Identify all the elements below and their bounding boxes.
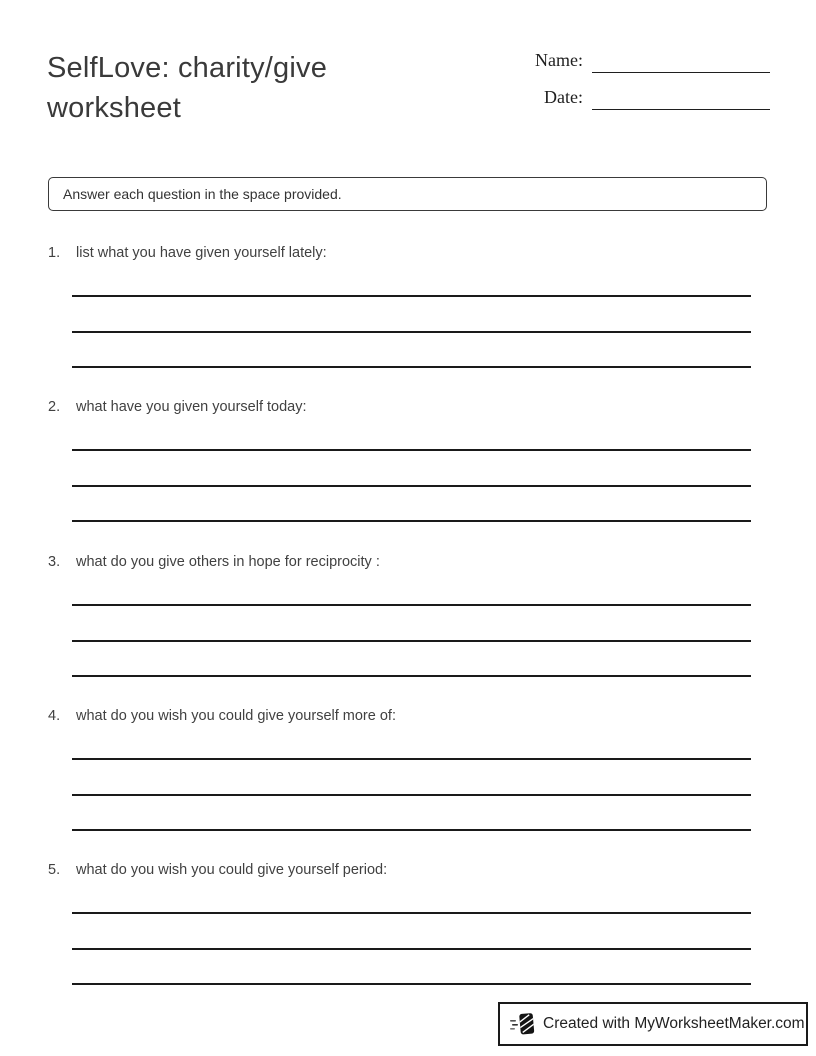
instructions-box <box>48 177 767 211</box>
name-blank-line <box>592 51 770 73</box>
name-row <box>520 50 770 73</box>
answer-line <box>72 295 751 297</box>
question-number: 5. <box>48 862 61 878</box>
answer-line <box>72 948 751 950</box>
credit-text: Created with MyWorksheetMaker.com <box>543 1015 805 1032</box>
question-4-head <box>48 708 768 724</box>
date-blank-line <box>592 88 770 110</box>
question-number: 3. <box>48 554 61 570</box>
question-2-head <box>48 399 768 415</box>
question-number: 2. <box>48 399 61 415</box>
answer-line <box>72 983 751 985</box>
answer-line <box>72 449 751 451</box>
question-number: 4. <box>48 708 61 724</box>
answer-line <box>72 640 751 642</box>
date-row <box>520 87 770 110</box>
question-3 <box>48 554 768 694</box>
answer-line <box>72 331 751 333</box>
answer-line <box>72 366 751 368</box>
answer-line <box>72 520 751 522</box>
question-4 <box>48 708 768 848</box>
question-1-head <box>48 245 768 261</box>
name-date-block <box>520 50 770 124</box>
answer-line <box>72 758 751 760</box>
question-text: what do you give others in hope for reciprocity : <box>76 554 380 570</box>
answer-line <box>72 829 751 831</box>
instructions-text: Answer each question in the space provided. <box>63 186 342 202</box>
question-text: list what you have given yourself lately: <box>76 245 327 261</box>
question-text: what do you wish you could give yourself period: <box>76 862 388 878</box>
date-label: Date: <box>544 87 583 107</box>
page-title: SelfLove: charity/give worksheet <box>47 52 328 124</box>
credit-badge <box>498 1002 808 1046</box>
question-text: what have you given yourself today: <box>76 399 307 415</box>
name-label: Name: <box>535 50 583 70</box>
question-1 <box>48 245 768 385</box>
question-text: what do you wish you could give yourself more of: <box>76 708 396 724</box>
worksheet-maker-logo-icon <box>510 1011 536 1037</box>
question-number: 1. <box>48 245 61 261</box>
answer-line <box>72 604 751 606</box>
answer-line <box>72 485 751 487</box>
question-3-head <box>48 554 768 570</box>
question-5-head <box>48 862 768 878</box>
answer-line <box>72 912 751 914</box>
answer-line <box>72 675 751 677</box>
question-5 <box>48 862 768 1002</box>
question-2 <box>48 399 768 539</box>
answer-line <box>72 794 751 796</box>
